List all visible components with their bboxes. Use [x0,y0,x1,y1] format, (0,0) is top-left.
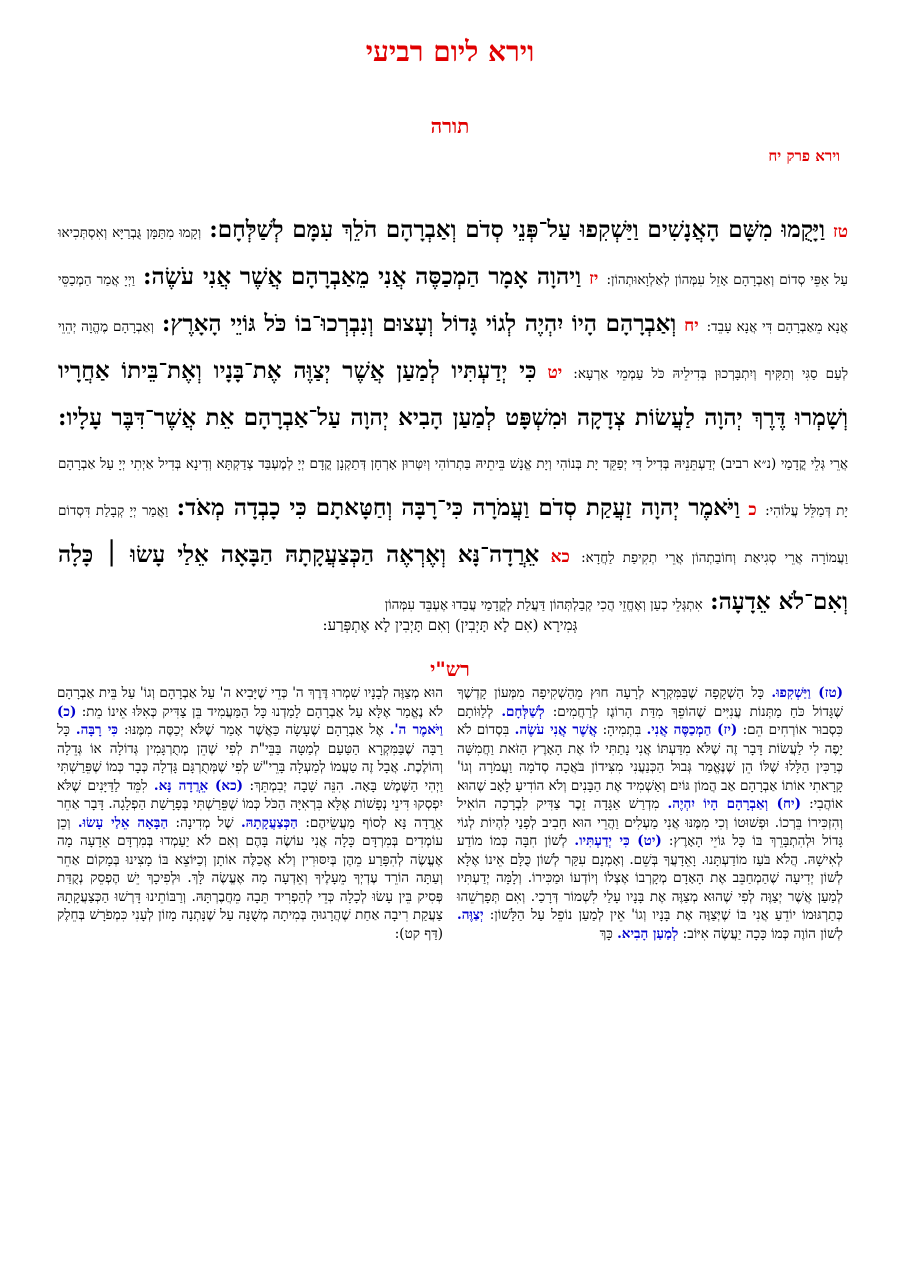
commentary-text: מִדְרַשׁ אַגָּדָה זֵכֶר צַדִּיק לִבְרָכָה הוֹאִיל וְהִזְכִּירוֹ בֵּרְכוֹ. וּפְשׁוּטוֹ וְכִי מִמֶּנּוּ אֲנִי מַעְלִים וַהֲרֵי הוּא חָבִיב לְפָנַי לִהְיוֹת לְגוֹי גָּדוֹל וּלְהִתְבָּרֵךְ בּוֹ כָּל גּוֹיֵי הָאָרֶץ: [457,796,843,849]
dibur-hamatchil: לְשַׁלְּחָם. [501,703,545,720]
chapter-label: וירא פרק יח [768,147,840,165]
dibur-hamatchil: יְצַוֶּה. [457,907,484,923]
verse-text: וַיהוָה אָמָר הַמְכַסֶּה אֲנִי מֵאַבְרָהָם אֲשֶׁר אֲנִי עֹשֶׂה: [143,263,582,290]
commentary-text: כָּךְ [599,925,618,942]
commentary-text: כָּל רַבָּה שֶׁבַּמִּקְרָא הַטַּעַם לְמַטָּה בַּבֵּי"ת לְפִי שֶׁהֵן מְתֻרְגָּמִין גְּדוֹלָה אוֹ גְּדֵלָה וְהוֹלֶכֶת. אֲבָל זֶה טַעֲמוֹ לְמַעְלָה בָּרֵי"שׁ לְפִי שֶׁמְּתֻרְגָּם גָּדְלָה כְּבָר כְּמוֹ שֶׁפֵּרַשְׁתִּי וַיְהִי הַשֶּׁמֶשׁ בָּאָה. הִנֵּה שָׁבָה יְבִמְתֵּךְ: [57,722,443,794]
verse-text: וַיָּקֻמוּ מִשָּׁם הָאֲנָשִׁים וַיַּשְׁקִפוּ עַל־פְּנֵי סְדֹם וְאַבְרָהָם הֹלֵךְ עִמָּם לְשַׁלְּחָם: [209,216,825,243]
verse-number: טז [833,222,849,242]
dibur-hamatchil: לְמַעַן הָבִיא. [617,925,679,942]
dibur-hamatchil: (כ) וַיֹּאמֶר ה'. [57,703,443,738]
commentary-text: כָּל הַשְׁקָפָה שֶׁבַּמִּקְרָא לְרָעָה חוּץ מֵהַשְׁקִיפָה מִמְּעוֹן קָדְשֶׁךָ שֶׁגָּדוֹל כֹּחַ מַתְּנוֹת עֲנִיִּים שֶׁהוֹפֵךְ מִדַּת הָרוֹגֶז לְרַחֲמִים: [457,685,843,720]
verse-number: יז [589,269,599,289]
dibur-hamatchil: הַכְּצַעֲקָתָהּ. [240,814,298,831]
commentary-text: הוּא מְצַוֶּה לְבָנָיו שִׁמְרוּ דֶּרֶךְ ה' כְּדֵי שֶׁיָּבִיא ה' עַל אַבְרָהָם וְגוֹ' עַל בֵּית אַבְרָהָם לֹא נֶאֱמַר אֶלָּא עַל אַבְרָהָם לָמַדְנוּ כָּל הַמַּעֲמִיד בֵּן צַדִּיק כְּאִלּוּ אֵינוֹ מֵת: [57,685,443,720]
commentary-text: אֶל אַבְרָהָם שֶׁעָשָׂה כַּאֲשֶׁר אָמַר שֶׁלֹּא יְכַסֶּה מִמֶּנּוּ: [118,722,390,738]
targum-text: אִתְגְּלֵי כְעַן וְאֶחֱזֵי הֲכִי קְבַלְתְּהוֹן דַּעֲלַת לְקֳדָמַי עֲבַדוּ אֶעְבֵּד עִמְּהוֹן [384,597,703,613]
page-title: וירא ליום רביעי [365,35,535,68]
verse-text: אֵרֲדָה־נָּא וְאֶרְאֶה הַכְּצַעֲקָתָהּ הַבָּאָה אֵלַי עָשׂוּ ׀ כָּלָה וְאִם־לֹא אֵדָעָה: [58,541,848,615]
verse-text: כִּי יְדַעְתִּיו לְמַעַן אֲשֶׁר יְצַוֶּה אֶת־בָּנָיו וְאֶת־בֵּיתוֹ אַחֲרָיו וְשָׁמְרוּ דֶּרֶךְ יְהוָה לַעֲשׂוֹת צְדָקָה וּמִשְׁפָּט לְמַעַן הָבִיא יְהוָה עַל־אַבְרָהָם אֵת אֲשֶׁר־דִּבֶּר עָלָיו: [58,357,848,431]
verse-number: כ [748,500,757,520]
dibur-hamatchil: (יט) כִּי יְדַעְתִּיו. [574,833,662,849]
verse-number: יט [547,363,563,383]
verse-number: כא [550,547,570,567]
commentary-text: לְשׁוֹן הוֹוֶה כְּמוֹ כָּכָה יַעֲשֶׂה אִיּוֹב: [678,925,843,942]
verse-number: יח [684,316,699,336]
verse-text: וְאַבְרָהָם הָיוֹ יִהְיֶה לְגוֹי גָּדוֹל וְעָצוּם וְנִבְרְכוּ־בוֹ כֹּל גּוֹיֵי הָאָרֶץ: [161,310,677,337]
targum-text: וְקָמוּ מִתַּמָּן גֻּבְרַיָּא וְאִסְתְּכִיאוּ עַל אַפֵּי סְדוֹם וְאַבְרָהָם אָזֵל עִמְּהוֹן לְאַלְוָאוּתְהוֹן: [58,225,849,288]
verse-text: וַיֹּאמֶר יְהוָה זַעֲקַת סְדֹם וַעֲמֹרָה כִּי־רָבָּה וְחַטָּאתָם כִּי כָבְדָה מְאֹד: [176,494,740,521]
targum-continuation: גְּמִירָא (אִם לָא תָּיְבִין) וְאִם תָּיְבִין לָא אֶתְפְּרַע: [322,616,578,634]
targum-text: וַיְיָ אֲמַר הַמְכַסֵּי אֲנָא מֵאַבְרָהָם דִּי אֲנָא עָבֵד: [58,272,848,335]
section-title-torah: תורה [430,114,470,138]
dibur-hamatchil: (יח) וְאַבְרָהָם הָיוֹ יִהְיֶה. [667,796,801,812]
commentary-text: לְלַוּוֹתָם כִּסְבוּר אוֹרְחִים הֵם: [457,703,844,738]
section-title-rashi: רש"י [430,657,470,681]
rashi-column-right [457,684,843,943]
rashi-column-left [57,684,443,943]
dibur-hamatchil: (יז) הַמְכַסֶּה אֲנִי. [646,722,738,738]
commentary-text: לְשׁוֹן חִבָּה כְּמוֹ מוֹדַע לְאִישָׁהּ. הֲלֹא בֹּעַז מוֹדַעְתָּנוּ. וָאֵדָעֲךָ בְּשֵׁם. וְאָמְנָם עִקַּר לְשׁוֹן כֻּלָּם אֵינוֹ אֶלָּא לְשׁוֹן יְדִיעָה שֶׁהַמְחַבֵּב אֶת הָאָדָם מְקָרְבוֹ אֶצְלוֹ וְיוֹדְעוֹ וּמַכִּירוֹ. וְלָמָּה יְדַעְתִּיו לְמַעַן אֲשֶׁר יְצַוֶּה לְפִי שֶׁהוּא מְצַוֶּה אֶת בָּנָיו עָלַי לִשְׁמוֹר דְּרָכַי. וְאִם תְּפָרְשֵׁהוּ כְּתַרְגּוּמוֹ יוֹדֵעַ אֲנִי בּוֹ שֶׁיְּצַוֶּה אֶת בָּנָיו וְגוֹ' אֵין לְמַעַן נוֹפֵל עַל הַלָּשׁוֹן: [457,833,843,923]
commentary-text: בִּסְדוֹם לֹא יָפֶה לִי לַעֲשׂוֹת דָּבָר זֶה שֶׁלֹּא מִדַּעְתּוֹ אֲנִי נָתַתִּי לוֹ אֶת הָאָרֶץ הַזֹּאת וַחֲמִשָּׁה כְּרַכִּין הַלָּלוּ שֶׁלּוֹ הֵן שֶׁנֶּאֱמַר גְּבוּל הַכְּנַעֲנִי מִצִּידוֹן בֹּאֲכָה סְדֹמָה וַעֲמֹרָה וְגוֹ' קָרָאתִי אוֹתוֹ אַבְרָהָם אַב הֲמוֹן גּוֹיִם וְאַשְׁמִיד אֶת הַבָּנִים וְלֹא הוֹדִיעַ לָאָב שֶׁהוּא אוֹהֲבִי: [457,722,843,812]
torah-text-block [58,208,848,627]
commentary-text: וְכֵן עוֹמְדִים בְּמִרְדָּם כָּלָה אֲנִי עוֹשֶׂה בָּהֶם וְאִם לֹא יַעַמְדוּ בְּמִרְדָּם אֵדָעָה מָה אֶעֱשֶׂה לְהִפָּרַע מֵהֶן בְּיִסּוּרִין וְלֹא אֲכַלֶּה אוֹתָן וְכַיּוֹצֵא בּוֹ מָצִינוּ בְּמָקוֹם אַחֵר וְעַתָּה הוֹרֵד עֶדְיְךָ מֵעָלֶיךָ וְאֵדְעָה מָה אֶעֱשֶׂה לָּךְ. וּלְפִיכָךְ יֵשׁ הֶפְסֵק נְקֻדַּת פְּסִיק בֵּין עָשׂוּ לְכָלָה כְּדֵי לְהַפְרִיד תֵּבָה מֵחֲבֶרְתָּהּ. וְרַבּוֹתֵינוּ דָּרְשׁוּ הַכְּצַעֲקָתָהּ צַעֲקַת רִיבָה אַחַת שֶׁהֲרָגוּהָ בְּמִיתָה מְשֻׁנָּה עַל שֶׁנָּתְנָה מָזוֹן לְעָנִי כִּמְפֹרָשׁ בְּחֵלֶק (דַּף קט): [57,814,443,942]
targum-text: וַאֲמַר יְיָ קְבָלַת דִּסְדוֹם וַעֲמוֹרָה אֲרֵי סְגִיאַת וְחוֹבַתְהוֹן אֲרֵי תְקִיפַת לַחֲדָא: [58,503,849,566]
dibur-hamatchil: כִּי רָבָּה. [75,722,119,738]
commentary-text: שֶׁל מְדִינָה: [168,814,241,831]
commentary-text: לִמֵּד לַדַּיָּנִים שֶׁלֹּא יִפְסְקוּ דִּינֵי נְפָשׁוֹת אֶלָּא בִּרְאִיָּה הַכֹּל כְּמוֹ שֶׁפֵּרַשְׁתִּי בְּפָרָשַׁת הַפְלָגָה. דָּבָר אַחֵר אֵרֲדָה נָּא לְסוֹף מַעֲשֵׂיהֶם: [57,777,443,831]
commentary-text: בִּתְמִיהָ: [597,722,647,738]
dibur-hamatchil: (כא) אֵרֲדָה נָּא. [153,777,244,794]
targum-text: אֲרֵי גְּלֵי קֳדָמַי (נ״א רביב) יְדַעְתֵּנֵיהּ בְּדִיל דִּי יְפַקֵּד יָת בְּנוֹהִי וְיָת אֱנָשׁ בֵּיתֵיהּ בַּתְרוֹהִי וְיִטְּרוּן אָרְחָן דְּתַקְנָן קֳדָם יְיָ לְמֶעְבַּד צְדַקְתָּא וְדִינָא בְּדִיל אַיְתִי יְיָ עַל אַבְרָהָם יָת דְּמַלֵּל עֲלוֹהִי: [58,456,849,519]
dibur-hamatchil: (טז) וַיַּשְׁקִפוּ. [771,685,843,701]
dibur-hamatchil: הַבָּאָה אֵלַי עָשׂוּ. [77,814,169,831]
targum-text: וְאַבְרָהָם מֶהֱוָה יְהֵוֵי לְעַם סַגִּי וְתַקִּיף וְיִתְבָּרְכוּן בְּדִילֵיהּ כֹּל עַמְמֵי אַרְעָא: [58,319,849,382]
dibur-hamatchil: אֲשֶׁר אֲנִי עֹשֶׂה. [514,722,598,738]
